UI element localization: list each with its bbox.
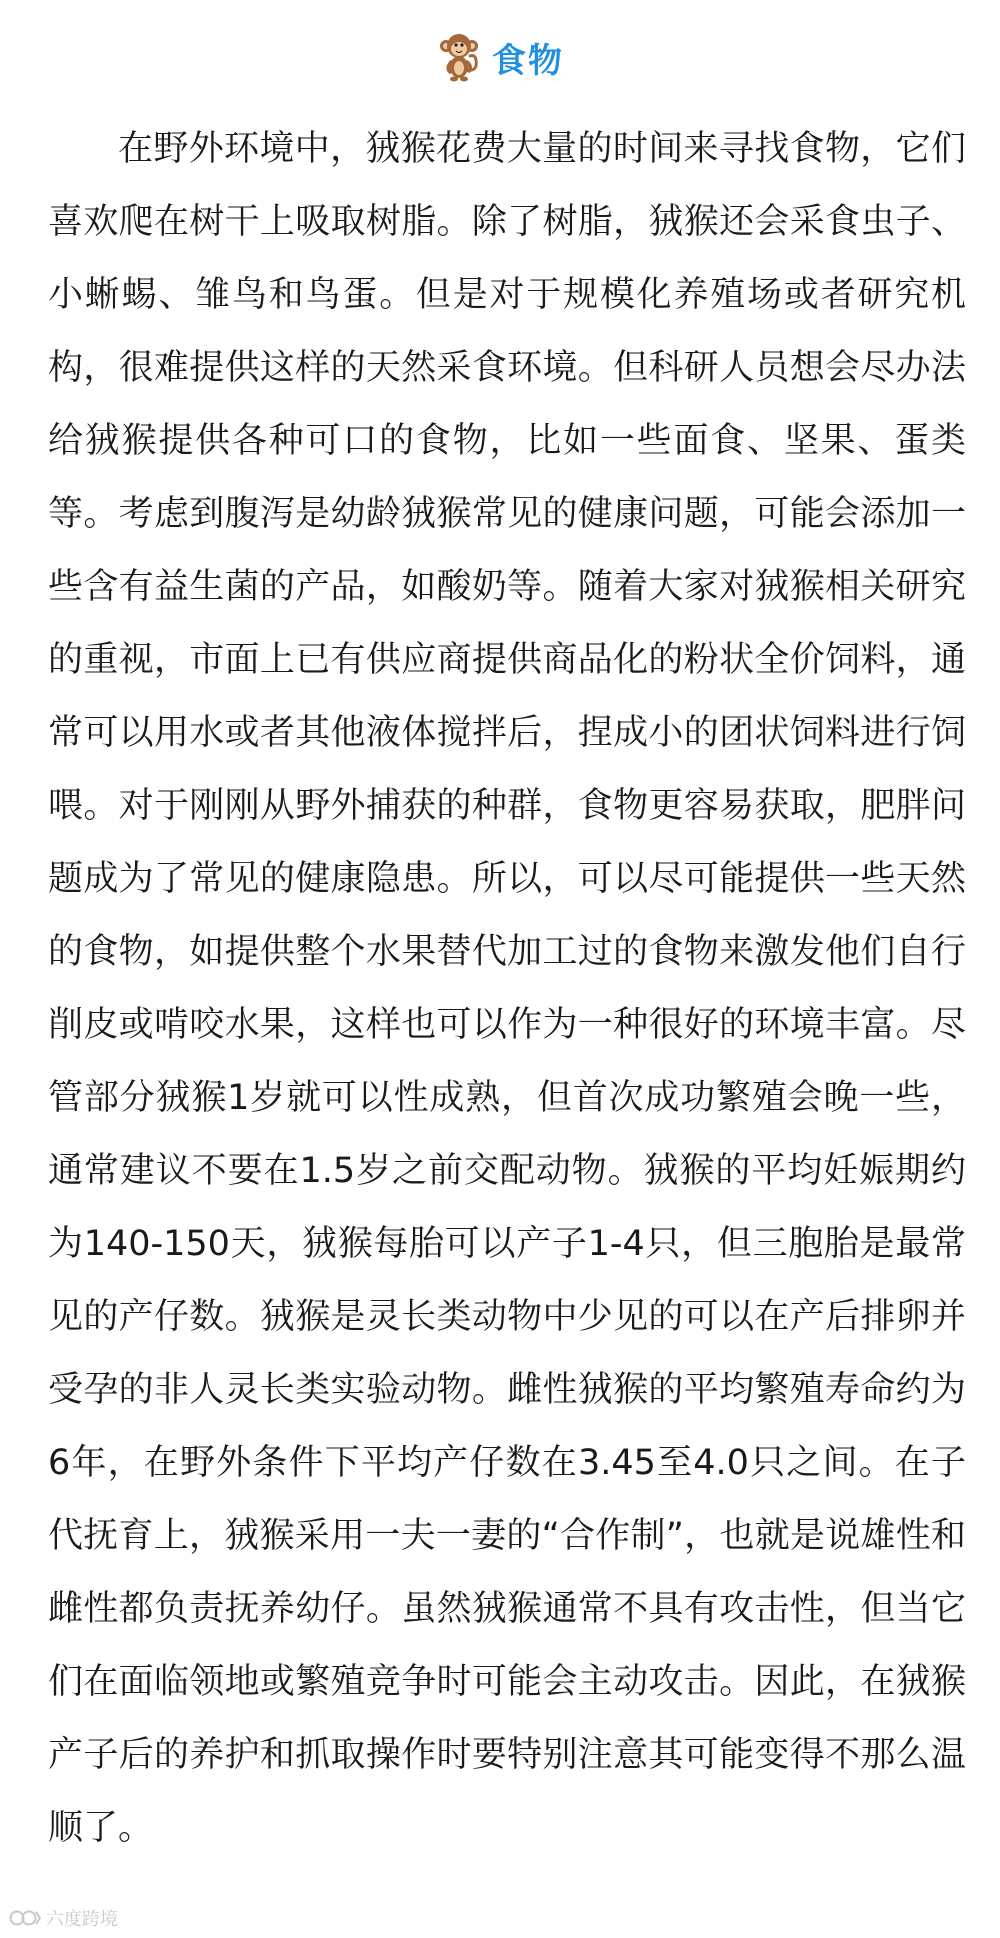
watermark-logo-icon: [8, 1907, 42, 1929]
article-body: 在野外环境中，狨猴花费大量的时间来寻找食物，它们喜欢爬在树干上吸取树脂。除了树脂，狨猴还会采食虫子、小蜥蜴、雏鸟和鸟蛋。但是对于规模化养殖场或者研究机构，很难提供这样的天然采食环境。但科研人员想会尽办法给狨猴提供各种可口的食物，比如一些面食、坚果、蛋类等。考虑到腹泻是幼龄狨猴常见的健康问题，可能会添加一些含有益生菌的产品，如酸奶等。随着大家对狨猴相关研究的重视，市面上已有供应商提供商品化的粉状全价饲料，通常可以用水或者其他液体搅拌后，捏成小的团状饲料进行饲喂。对于刚刚从野外捕获的种群，食物更容易获取，肥胖问题成为了常见的健康隐患。所以，可以尽可能提供一些天然的食物，如提供整个水果替代加工过的食物来激发他们自行削皮或啃咬水果，这样也可以作为一种很好的环境丰富。尽管部分狨猴1岁就可以性成熟，但首次成功繁殖会晚一些，通常建议不要在1.5岁之前交配动物。狨猴的平均妊娠期约为140-150天，狨猴每胎可以产子1-4只，但三胞胎是最常见的产仔数。狨猴是灵长类动物中少见的可以在产后排卵并受孕的非人灵长类实验动物。雌性狨猴的平均繁殖寿命约为6年，在野外条件下平均产仔数在3.45至4.0只之间。在子代抚育上，狨猴采用一夫一妻的“合作制”，也就是说雄性和雌性都负责抚养幼仔。虽然狨猴通常不具有攻击性，但当它们在面临领地或繁殖竞争时可能会主动攻击。因此，在狨猴产子后的养护和抓取操作时要特别注意其可能变得不那么温顺了。: [48, 129, 966, 1848]
section-header: [0, 30, 1000, 84]
section-title: 食物: [492, 40, 564, 81]
watermark: [8, 1904, 118, 1932]
watermark-text: 六度跨境: [46, 1909, 118, 1930]
monkey-icon: [436, 30, 482, 84]
